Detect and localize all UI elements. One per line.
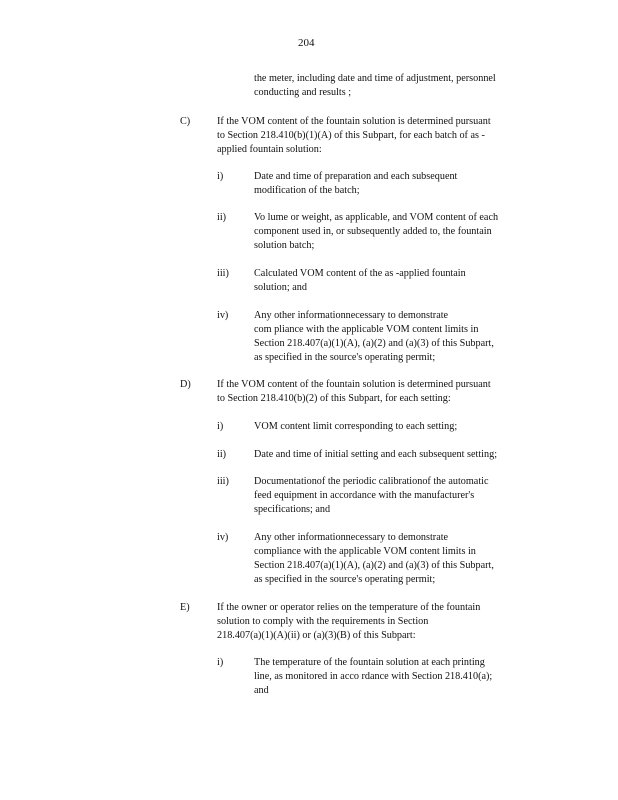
text-line: specifications; and [254, 504, 331, 515]
item-d-i-text [254, 420, 457, 434]
text-line: component used in, or subsequently added to, the fountain [254, 226, 492, 237]
section-label-c: C) [180, 116, 191, 127]
item-d-iv-text [254, 531, 494, 587]
item-label-c-iv: iv) [217, 310, 229, 321]
text-line: Calculated VOM content of the as -applied fountain [254, 268, 466, 279]
text-line: VOM content limit corresponding to each setting; [254, 421, 458, 432]
item-label-d-iv: iv) [217, 532, 229, 543]
text-line: as specified in the source's operating permit; [254, 352, 436, 363]
item-label-c-i: i) [217, 171, 224, 182]
text-line: solution; and [254, 282, 307, 293]
text-line: solution to comply with the requirements in Section [217, 616, 429, 627]
item-label-e-i: i) [217, 657, 224, 668]
text-line: Section 218.407(a)(1)(A), (a)(2) and (a)(3) of this Subpart, [254, 338, 494, 349]
section-label-d: D) [180, 379, 191, 390]
section-e-text [217, 601, 480, 643]
text-line: conducting and results ; [254, 87, 352, 98]
section-label-e: E) [180, 602, 190, 613]
item-label-d-iii: iii) [217, 476, 229, 487]
item-e-i-text [254, 656, 492, 698]
item-c-ii-text [254, 211, 498, 253]
page-number: 204 [298, 37, 315, 49]
item-c-iii-text [254, 267, 466, 295]
text-line: applied fountain solution: [217, 144, 322, 155]
text-line: feed equipment in accordance with the manufacturer's [254, 490, 475, 501]
text-line: as specified in the source's operating permit; [254, 574, 436, 585]
text-line: Any other informationnecessary to demonstrate [254, 532, 449, 543]
item-label-d-i: i) [217, 421, 224, 432]
text-line: 218.407(a)(1)(A)(ii) or (a)(3)(B) of this Subpart: [217, 630, 416, 641]
text-line: Vo lume or weight, as applicable, and VOM content of each [254, 212, 499, 223]
text-line: to Section 218.410(b)(1)(A) of this Subpart, for each batch of as - [217, 130, 485, 141]
section-c-text [217, 115, 491, 157]
item-label-c-ii: ii) [217, 212, 227, 223]
text-line: Section 218.407(a)(1)(A), (a)(2) and (a)(3) of this Subpart, [254, 560, 494, 571]
item-label-d-ii: ii) [217, 449, 227, 460]
text-line: modification of the batch; [254, 185, 360, 196]
text-line: compliance with the applicable VOM content limits in [254, 546, 476, 557]
text-line: and [254, 685, 269, 696]
section-d-text [217, 378, 491, 406]
text-line: the meter, including date and time of adjustment, personnel [254, 73, 496, 84]
item-d-ii-text [254, 448, 497, 462]
item-c-i-text [254, 170, 457, 198]
text-line: Date and time of initial setting and each subsequent setting; [254, 449, 498, 460]
item-label-c-iii: iii) [217, 268, 229, 279]
text-line: If the owner or operator relies on the temperature of the fountain [217, 602, 481, 613]
text-line: com pliance with the applicable VOM content limits in [254, 324, 479, 335]
intro-paragraph [254, 72, 496, 100]
text-line: Any other informationnecessary to demonstrate [254, 310, 449, 321]
text-line: Documentationof the periodic calibrationof the automatic [254, 476, 489, 487]
text-line: solution batch; [254, 240, 315, 251]
item-d-iii-text [254, 475, 489, 517]
item-c-iv-text [254, 309, 494, 365]
text-line: If the VOM content of the fountain solution is determined pursuant [217, 116, 491, 127]
text-line: The temperature of the fountain solution at each printing [254, 657, 485, 668]
text-line: line, as monitored in acco rdance with Section 218.410(a); [254, 671, 493, 682]
text-line: Date and time of preparation and each subsequent [254, 171, 458, 182]
text-line: If the VOM content of the fountain solution is determined pursuant [217, 379, 491, 390]
text-line: to Section 218.410(b)(2) of this Subpart, for each setting: [217, 393, 451, 404]
